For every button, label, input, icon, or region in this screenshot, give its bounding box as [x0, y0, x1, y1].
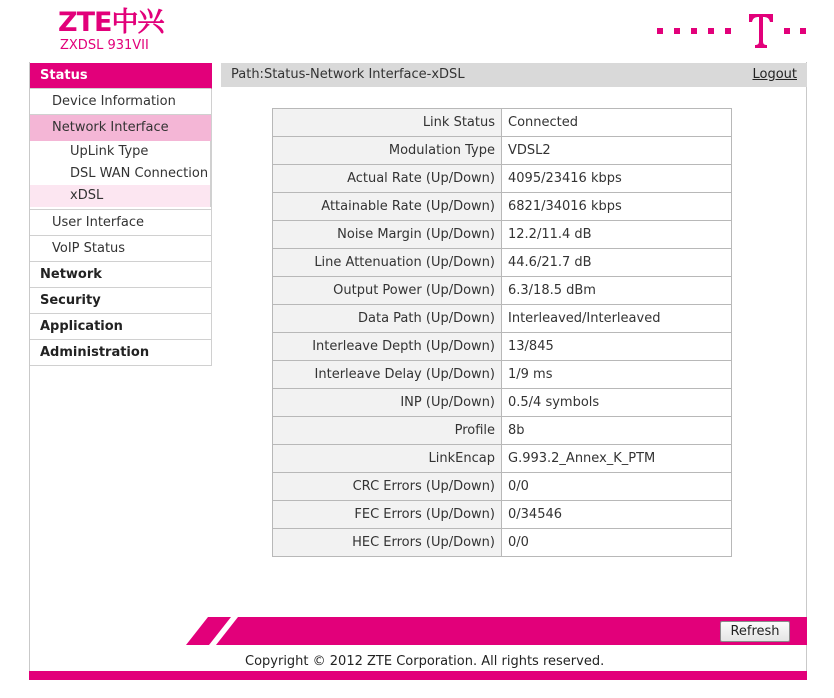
table-row [273, 333, 732, 361]
row-value: 44.6/21.7 dB [502, 249, 732, 277]
brand-logo-text: ZTE中兴 [58, 7, 164, 38]
table-row [273, 473, 732, 501]
row-value: 6.3/18.5 dBm [502, 277, 732, 305]
row-value: 13/845 [502, 333, 732, 361]
zte-logo [58, 8, 163, 53]
row-value: 0/0 [502, 529, 732, 557]
row-value: 0/34546 [502, 501, 732, 529]
sidebar-item-user-interface[interactable]: User Interface [30, 210, 212, 236]
sidebar-item-uplink-type[interactable]: UpLink Type [30, 141, 211, 163]
row-value: 1/9 ms [502, 361, 732, 389]
table-row [273, 165, 732, 193]
logout-link[interactable]: Logout [752, 67, 797, 82]
row-label: Data Path (Up/Down) [273, 305, 502, 333]
row-label: Output Power (Up/Down) [273, 277, 502, 305]
table-row [273, 137, 732, 165]
bottom-bar [29, 671, 807, 680]
footer-bar [186, 617, 807, 645]
table-row [273, 417, 732, 445]
row-value: 0/0 [502, 473, 732, 501]
device-model: ZXDSL 931VII [60, 38, 149, 53]
row-label: Modulation Type [273, 137, 502, 165]
sidebar-menu [30, 63, 212, 366]
sidebar-item-status[interactable]: Status [30, 63, 212, 89]
breadcrumb [221, 63, 807, 87]
row-label: Profile [273, 417, 502, 445]
row-label: INP (Up/Down) [273, 389, 502, 417]
row-value: 12.2/11.4 dB [502, 221, 732, 249]
table-row [273, 249, 732, 277]
sidebar-item-network[interactable]: Network [30, 262, 212, 288]
table-row [273, 305, 732, 333]
table-row [273, 529, 732, 557]
row-value: Interleaved/Interleaved [502, 305, 732, 333]
table-row [273, 445, 732, 473]
xdsl-status-table [272, 108, 732, 557]
sidebar-item-network-interface[interactable]: Network Interface [30, 115, 212, 141]
row-label: CRC Errors (Up/Down) [273, 473, 502, 501]
sidebar-item-voip-status[interactable]: VoIP Status [30, 236, 212, 262]
breadcrumb-path: Path:Status-Network Interface-xDSL [231, 67, 465, 82]
row-value: 8b [502, 417, 732, 445]
row-value: 4095/23416 kbps [502, 165, 732, 193]
sidebar-item-xdsl[interactable]: xDSL [30, 185, 211, 207]
row-label: LinkEncap [273, 445, 502, 473]
row-label: HEC Errors (Up/Down) [273, 529, 502, 557]
sidebar-item-administration[interactable]: Administration [30, 340, 212, 366]
row-value: G.993.2_Annex_K_PTM [502, 445, 732, 473]
row-label: Noise Margin (Up/Down) [273, 221, 502, 249]
table-row [273, 109, 732, 137]
table-row [273, 277, 732, 305]
table-row [273, 193, 732, 221]
table-row [273, 501, 732, 529]
row-value: 0.5/4 symbols [502, 389, 732, 417]
sidebar-item-dsl-wan-connection[interactable]: DSL WAN Connection [30, 163, 211, 185]
copyright-text: Copyright © 2012 ZTE Corporation. All rights reserved. [245, 654, 605, 669]
sidebar-item-device-information[interactable]: Device Information [30, 89, 212, 115]
row-label: Interleave Depth (Up/Down) [273, 333, 502, 361]
row-value: Connected [502, 109, 732, 137]
row-label: Link Status [273, 109, 502, 137]
row-label: Actual Rate (Up/Down) [273, 165, 502, 193]
row-label: Interleave Delay (Up/Down) [273, 361, 502, 389]
row-value: 6821/34016 kbps [502, 193, 732, 221]
row-label: Attainable Rate (Up/Down) [273, 193, 502, 221]
table-row [273, 221, 732, 249]
refresh-button[interactable]: Refresh [720, 621, 790, 642]
table-row [273, 361, 732, 389]
network-interface-submenu [30, 141, 212, 210]
telekom-t-icon [657, 12, 807, 52]
row-label: FEC Errors (Up/Down) [273, 501, 502, 529]
row-label: Line Attenuation (Up/Down) [273, 249, 502, 277]
table-row [273, 389, 732, 417]
row-value: VDSL2 [502, 137, 732, 165]
sidebar-item-application[interactable]: Application [30, 314, 212, 340]
sidebar-item-security[interactable]: Security [30, 288, 212, 314]
